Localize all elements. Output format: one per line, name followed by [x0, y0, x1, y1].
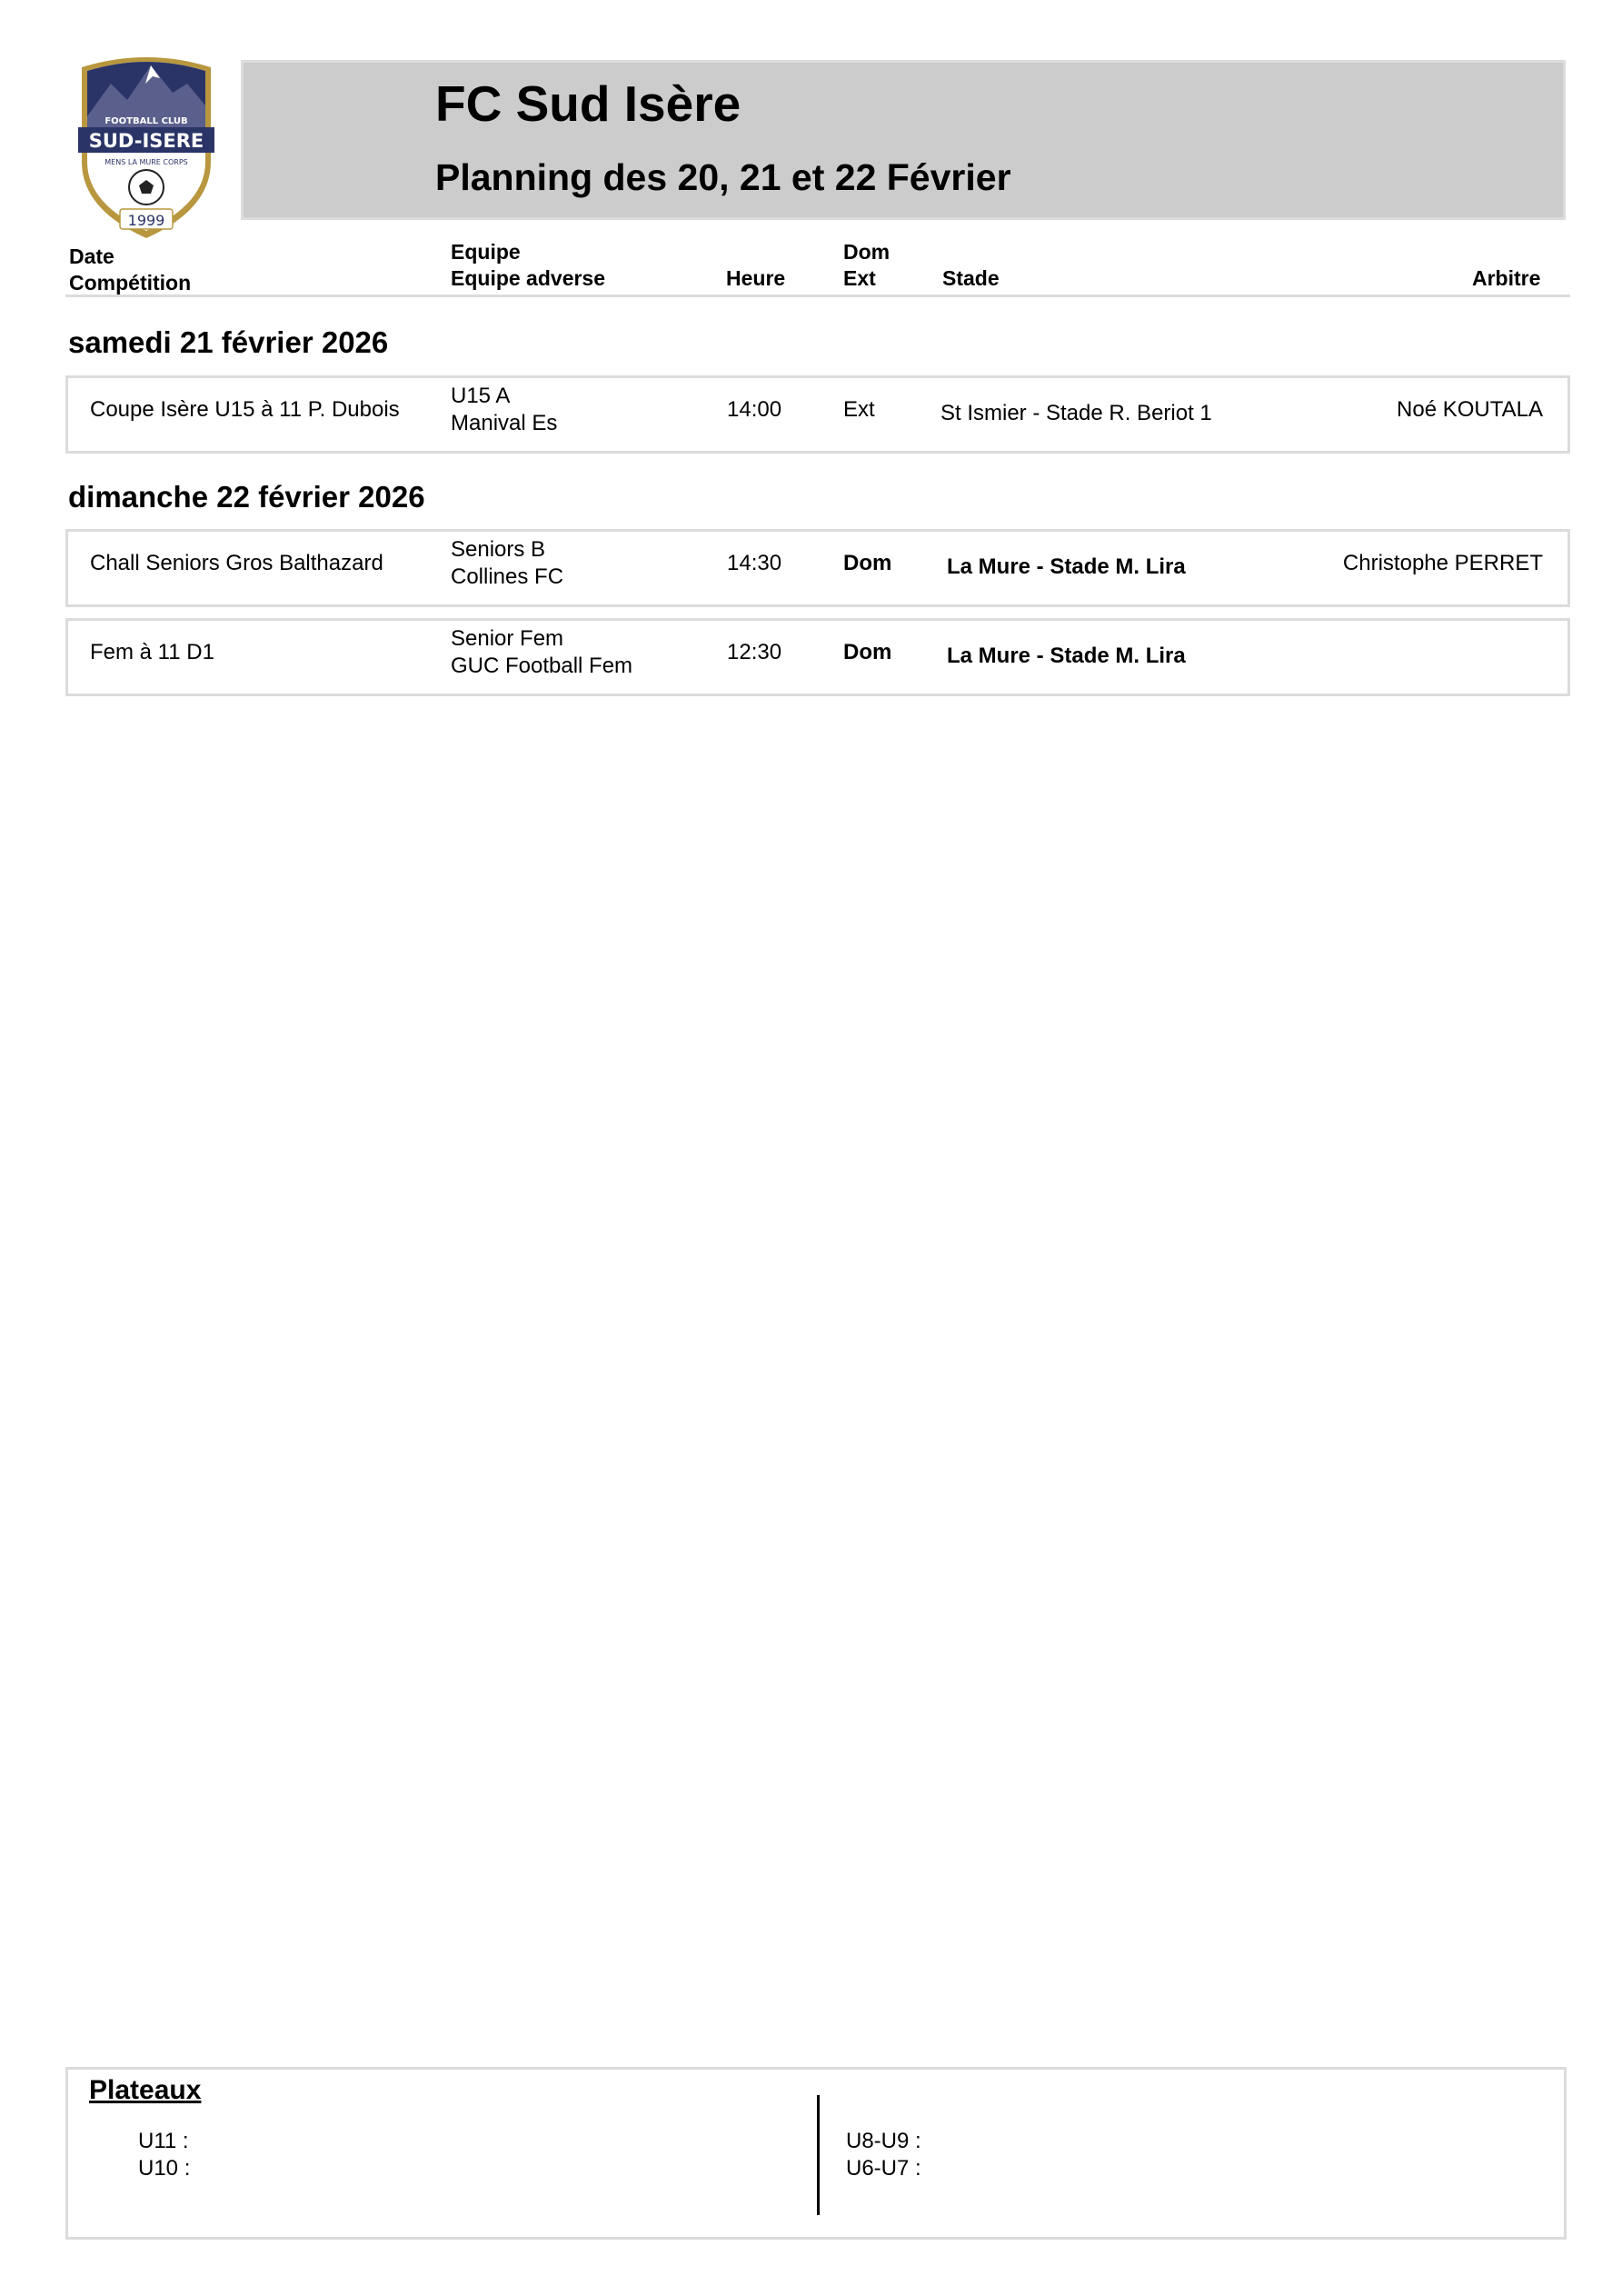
day-heading: samedi 21 février 2026: [68, 325, 389, 359]
match-stade: St Ismier - Stade R. Beriot 1: [940, 401, 1212, 425]
match-row: [65, 529, 1570, 607]
match-competition: Chall Seniors Gros Balthazard: [90, 551, 383, 575]
plateau-u8-u9: U8-U9 :: [846, 2129, 921, 2153]
column-header-date: Date Compétition: [69, 245, 192, 294]
match-arbitre: Christophe PERRET: [1342, 551, 1543, 575]
match-stade: La Mure - Stade M. Lira: [947, 554, 1186, 579]
match-adverse: Manival Es: [451, 411, 558, 435]
match-row: [65, 375, 1570, 454]
match-heure: 14:00: [727, 397, 782, 422]
page-subtitle: Planning des 20, 21 et 22 Février: [435, 156, 1011, 198]
match-heure: 12:30: [727, 640, 782, 664]
svg-text:MENS LA MURE CORPS: MENS LA MURE CORPS: [104, 158, 188, 166]
plateau-u6-u7: U6-U7 :: [846, 2156, 921, 2181]
match-stade: La Mure - Stade M. Lira: [947, 644, 1186, 668]
match-adverse: GUC Football Fem: [451, 654, 633, 678]
plateaux-divider: [817, 2095, 820, 2215]
match-equipe: Seniors B: [451, 537, 546, 562]
match-dom-ext: Dom: [843, 551, 892, 575]
match-teams: [451, 536, 563, 591]
svg-text:SUD-ISERE: SUD-ISERE: [88, 130, 204, 152]
match-competition: Coupe Isère U15 à 11 P. Dubois: [90, 397, 400, 422]
match-competition: Fem à 11 D1: [90, 640, 214, 664]
column-header-stade: Stade: [942, 266, 1000, 290]
svg-text:FOOTBALL CLUB: FOOTBALL CLUB: [104, 116, 188, 126]
day-heading: dimanche 22 février 2026: [68, 480, 425, 514]
plateau-u10: U10 :: [138, 2156, 191, 2181]
column-header-heure: Heure: [726, 266, 786, 290]
header-divider: [65, 294, 1570, 297]
match-heure: 14:30: [727, 551, 782, 575]
svg-text:1999: 1999: [127, 212, 165, 229]
match-teams: [451, 383, 557, 437]
page-title: FC Sud Isère: [435, 75, 741, 132]
match-equipe: U15 A: [451, 384, 511, 408]
match-arbitre: Noé KOUTALA: [1397, 397, 1543, 422]
column-header-equipe: Equipe Equipe adverse: [451, 240, 606, 290]
match-teams: [451, 625, 632, 680]
column-header-arbitre: Arbitre: [1472, 266, 1541, 290]
match-adverse: Collines FC: [451, 564, 564, 589]
match-row: [65, 618, 1570, 696]
plateaux-title: Plateaux: [89, 2075, 202, 2105]
club-logo: [75, 53, 218, 240]
match-dom-ext: Dom: [843, 640, 892, 664]
match-dom-ext: Ext: [843, 397, 875, 422]
column-header-domext: Dom Ext: [843, 240, 891, 290]
plateaux-box: [65, 2067, 1567, 2240]
match-equipe: Senior Fem: [451, 626, 564, 651]
plateau-u11: U11 :: [138, 2129, 189, 2153]
